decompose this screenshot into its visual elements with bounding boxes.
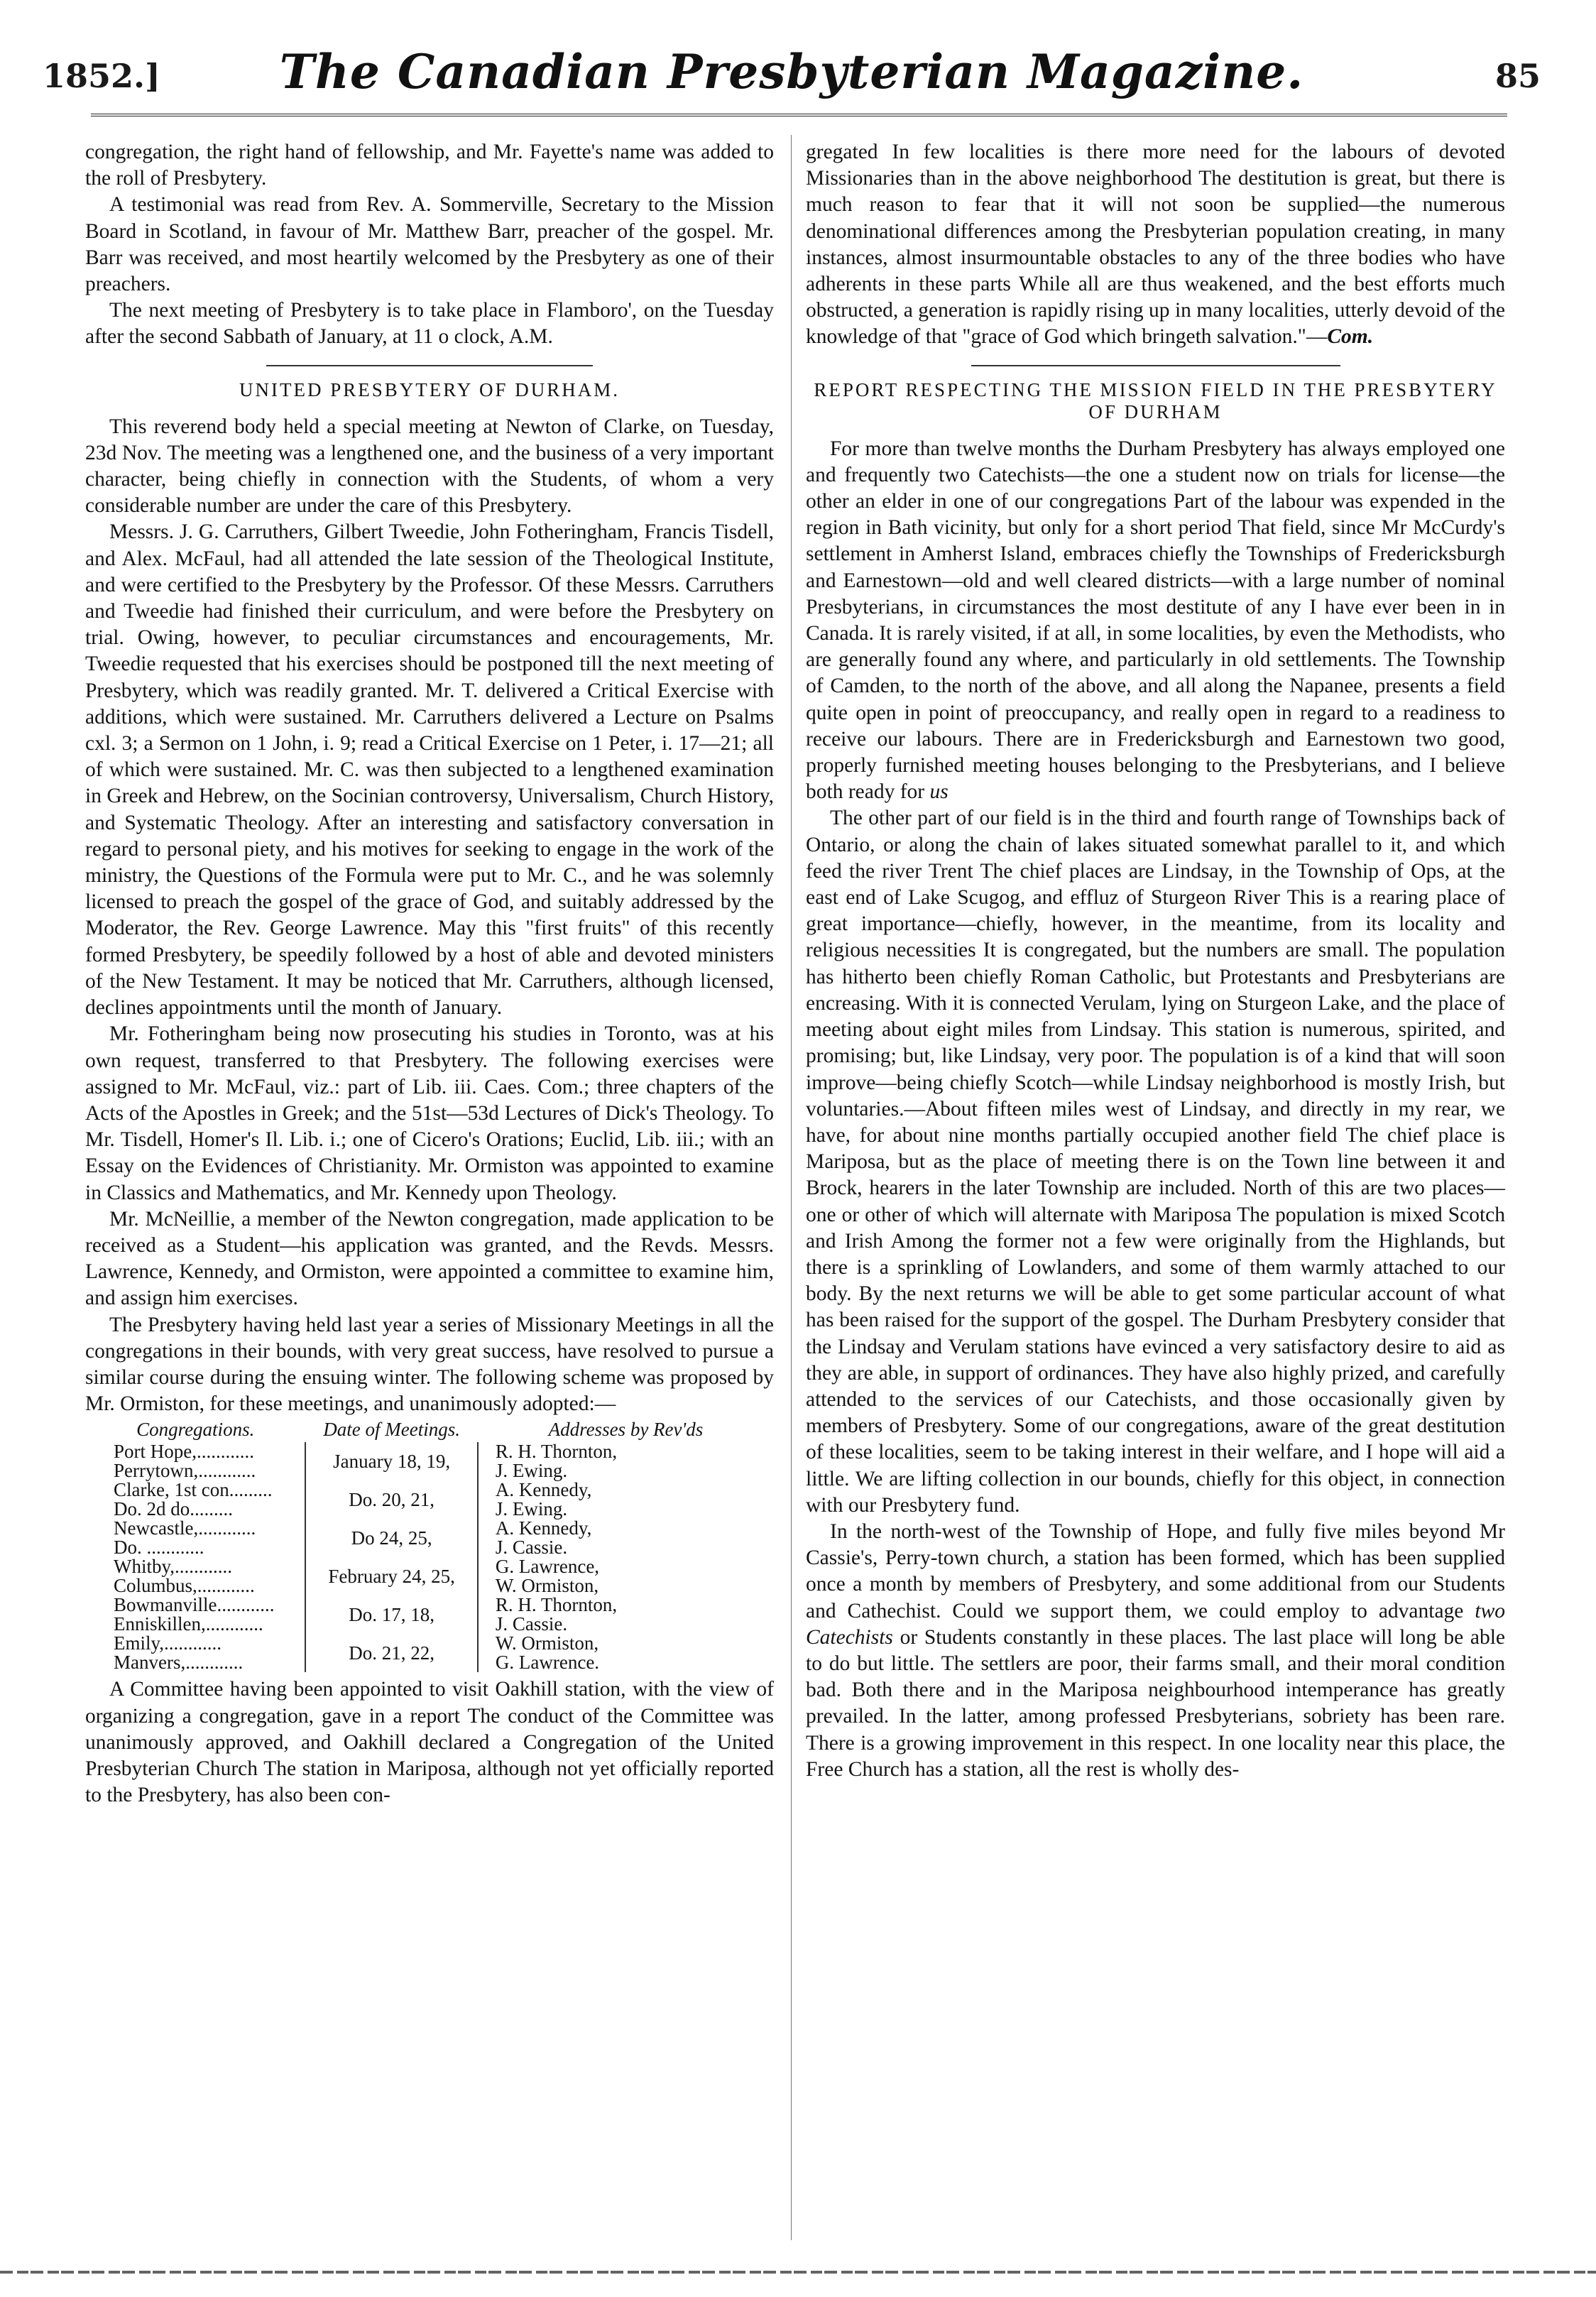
table-row <box>85 1595 774 1615</box>
emphasis: us <box>929 780 949 804</box>
table-row <box>85 1480 774 1500</box>
congregation-cell: Manvers,............ <box>114 1652 244 1674</box>
address-cell: J. Ewing. <box>478 1461 774 1480</box>
section-heading-report: REPORT RESPECTING THE MISSION FIELD IN THE PRESBYTERY OF DURHAM <box>814 378 1497 422</box>
congregation-cell: Do. ............ <box>114 1537 204 1559</box>
table-row <box>85 1634 774 1653</box>
magazine-title: The Canadian Presbyterian Magazine. <box>279 44 1304 99</box>
col-header-congregations: Congregations. <box>136 1419 255 1441</box>
header-rule <box>91 114 1507 116</box>
paragraph-text: For more than twelve months the Durham Presbytery has always employed one and frequently two Catechists—the one a student now on trials for license—the other an elder in one of our congregations Part of the labour was expended in the region in Bath vicinity, but only for a short period That field, since Mr McCurdy's settlement in Amherst Island, embraces chiefly the Townships of Fredericksburgh and Earnestown—old and well cleared districts—with a large number of nominal Presbyterians, in circumstances the most destitute of any I have ever been in in Canada. It is rarely visited, if at all, in some localities, by even the Methodists, who are generally found any where, and particularly in old settlements. The Township of Camden, to the north of the above, and all along the Napanee, presents a field quite open in point of preoccupancy, and really open in regard to a readiness to receive our labours. There are in Fredericksburgh and Earnestown two good, properly furnished meeting houses belonging to the Presbyterians, and I believe both ready for <box>806 437 1505 804</box>
date-cell: February 24, 25, <box>305 1557 478 1595</box>
address-cell: R. H. Thornton, <box>478 1442 774 1461</box>
congregation-cell: Newcastle,............ <box>114 1517 256 1539</box>
date-cell: Do. 20, 21, <box>305 1480 478 1519</box>
address-cell: R. H. Thornton, <box>478 1595 774 1615</box>
address-cell: J. Cassie. <box>478 1538 774 1557</box>
congregation-cell: Emily,............ <box>114 1632 222 1654</box>
schedule-body <box>85 1442 774 1672</box>
congregation-cell: Port Hope,............ <box>114 1441 254 1463</box>
page-number: 85 <box>1494 57 1541 95</box>
signature: Com. <box>1327 325 1374 349</box>
paragraph <box>806 1519 1505 1783</box>
column-divider <box>791 135 792 2240</box>
col-header-addresses: Addresses by Rev'ds <box>548 1419 704 1441</box>
paragraph-text: In the north-west of the Township of Hope, and fully five miles beyond Mr Cassie's, Perry-town church, a station has been formed, which has been supplied once a month by members of Presbytery, and some additional from our Students and Cathechist. Could we support them, we could employ to advantage <box>806 1519 1505 1622</box>
paragraph: A Committee having been appointed to visit Oakhill station, with the view of organizing a congregation, gave in a report The conduct of the Committee was unanimously approved, and Oakhill declared a Congregation of the United Presbyterian Church The station in Mariposa, although not yet officially reported to the Presbytery, has also been con- <box>85 1678 774 1807</box>
paragraph: Mr. McNeillie, a member of the Newton congregation, made application to be received as a Student—his application was granted, and the Revds. Messrs. Lawrence, Kennedy, and Ormiston, were appointed a committee to examine him, and assign him exercises. <box>85 1207 774 1310</box>
paragraph <box>806 436 1505 806</box>
date-cell: Do 24, 25, <box>305 1519 478 1557</box>
right-column <box>806 139 1505 1783</box>
section-heading-durham: UNITED PRESBYTERY OF DURHAM. <box>239 378 621 400</box>
paragraph: congregation, the right hand of fellowship, and Mr. Fayette's name was added to the roll of Presbytery. <box>85 141 774 190</box>
paragraph: A testimonial was read from Rev. A. Sommerville, Secretary to the Mission Board in Scotland, in favour of Mr. Matthew Barr, preacher of the gospel. Mr. Barr was received, and most heartily welcomed by the Presbytery as one of their preachers. <box>85 193 774 296</box>
table-row <box>85 1557 774 1576</box>
date-cell: January 18, 19, <box>305 1442 478 1480</box>
paragraph: Mr. Fotheringham being now prosecuting his studies in Toronto, was at his own request, transferred to that Presbytery. The following exercises were assigned to Mr. McFaul, viz.: part of Lib. iii. Caes. Com.; three chapters of the Acts of the Apostles in Greek; and the 51st—53d Lectures of Dick's Theology. To Mr. Tisdell, Homer's Il. Lib. i.; one of Cicero's Orations; Euclid, Lib. iii.; with an Essay on the Evidences of Christianity. Mr. Ormiston was appointed to examine in Classics and Mathematics, and Mr. Kennedy upon Theology. <box>85 1022 774 1204</box>
date-cell: Do. 17, 18, <box>305 1595 478 1634</box>
address-cell: A. Kennedy, <box>478 1480 774 1500</box>
paragraph: The next meeting of Presbytery is to take place in Flamboro', on the Tuesday after the second Sabbath of January, at 11 o clock, A.M. <box>85 299 774 349</box>
page-header <box>43 44 1541 111</box>
address-cell: W. Ormiston, <box>478 1634 774 1653</box>
table-row <box>85 1519 774 1538</box>
paragraph <box>806 139 1505 351</box>
address-cell: A. Kennedy, <box>478 1519 774 1538</box>
date-cell: Do. 21, 22, <box>305 1634 478 1672</box>
congregation-cell: Perrytown,............ <box>114 1460 256 1482</box>
congregation-cell: Clarke, 1st con......... <box>114 1479 273 1501</box>
congregation-cell: Do. 2d do......... <box>114 1498 233 1520</box>
address-cell: J. Cassie. <box>478 1615 774 1634</box>
schedule-header-row <box>85 1420 774 1442</box>
congregation-cell: Whitby,............ <box>114 1556 232 1578</box>
section-rule <box>266 365 593 366</box>
address-cell: J. Ewing. <box>478 1500 774 1519</box>
paragraph: Messrs. J. G. Carruthers, Gilbert Tweedie, John Fotheringham, Francis Tisdell, and Alex. McFaul, had all attended the late session of the Theological Institute, and were certified to the Presbytery by the Professor. Of these Messrs. Carruthers and Tweedie had finished their curriculum, and were before the Presbytery on trial. Owing, however, to peculiar circumstances and encouragements, Mr. Tweedie requested that his exercises should be postponed till the next meeting of Presbytery, which was readily granted. Mr. T. delivered a Critical Exercise with additions, which were sustained. Mr. Carruthers delivered a Lecture on Psalms cxl. 3; a Sermon on 1 John, i. 9; read a Critical Exercise on 1 Peter, i. 17—21; all of which were sustained. Mr. C. was then subjected to a lengthened examination in Greek and Hebrew, on the Socinian controversy, Universalism, Church History, and Systematic Theology. After an interesting and satisfactory conversation in regard to personal piety, and his motives for seeking to engage in the work of the ministry, the Questions of the Formula were put to Mr. C., and he was solemnly licensed to preach the gospel of the grace of God, and suitably addressed by the Moderator, the Rev. George Lawrence. May this "first fruits" of this recently formed Presbytery, be speedily followed by a host of able and devoted ministers of the New Testament. It may be noticed that Mr. Carruthers, although licensed, declines appointments until the month of January. <box>85 520 774 1020</box>
paragraph: The other part of our field is in the third and fourth range of Townships back of Ontario, or along the chain of lakes situated somewhat parallel to it, and which feed the river Trent The chief places are Lindsay, in the Township of Ops, at the east end of Lake Scugog, and effluz of Sturgeon River This is a rearing place of great importance—chiefly, however, in the meantime, from its locality and religious necessities It is congregated, but the numbers are small. The population has hitherto been chiefly Roman Catholic, but Protestants and Presbyterians are encreasing. With it is connected Verulam, lying on Sturgeon Lake, and the place of meeting about eight miles from Lindsay. This station is numerous, spirited, and promising; but, like Lindsay, very poor. The population is of a kind that will soon improve—being chiefly Scotch—while Lindsay neighborhood is mostly Irish, but voluntaries.—About fifteen miles west of Lindsay, and directly in my rear, we have, for about nine months partially occupied another field The chief place is Mariposa, but as the place of meeting there is on the Town line between it and Brock, hearers in the later Township are included. North of this are two places—one or other of which will alternate with Mariposa The population is mixed Scotch and Irish Among the former not a few were originally from the Highlands, but there is a sprinkling of Lowlanders, and some of them warmly attached to our body. By the next returns we will be able to get some particular account of what has been raised for the support of the gospel. The Durham Presbytery consider that the Lindsay and Verulam stations have evinced a very satisfactory desire to aid as they are able, in support of ordinances. They have also highly prized, and carefully attended to the services of our Catechists, and those occasionally given by members of Presbytery. Some of our congregations, aware of the great destitution of these localities, seem to be taking interest in their welfare, and I hope will aid a little. We are lifting collection in our bounds, chiefly for this object, in connection with our Presbytery fund. <box>806 807 1505 1517</box>
paragraph: This reverend body held a special meeting at Newton of Clarke, on Tuesday, 23d Nov. The meeting was a lengthened one, and the business of a very important character, being chiefly in connection with the Students, of whom a very considerable number are under the care of this Presbytery. <box>85 415 774 518</box>
address-cell: W. Ormiston, <box>478 1576 774 1595</box>
paragraph-text: gregated In few localities is there more need for the labours of devoted Missionaries than in the above neighborhood The destitution is great, but there is much reason to fear that it will not soon be supplied—the numerous denominational differences among the Presbyterian population creating, in many instances, almost insurmountable obstacles to any of the three bodies who have adherents in these parts While all are thus weakened, and the best efforts much obstructed, a generation is rapidly rising up in many localities, utterly devoid of the knowledge of that "grace of God which bringeth salvation."— <box>806 141 1505 349</box>
congregation-cell: Bowmanville............ <box>114 1594 275 1616</box>
table-row <box>85 1442 774 1461</box>
congregation-cell: Enniskillen,............ <box>114 1613 263 1635</box>
congregation-cell: Columbus,............ <box>114 1575 255 1597</box>
meetings-schedule <box>85 1420 774 1672</box>
paragraph-text: or Students constantly in these places. The last place will long be able to do but little. The settlers are poor, their farms small, and their moral condition bad. Both there and in the Mariposa neighbourhood intemperance has greatly prevailed. In the latter, among professed Presbyterians, sobriety has been rare. There is a growing improvement in this respect. In one locality near this place, the Free Church has a station, all the rest is wholly des- <box>806 1625 1505 1781</box>
address-cell: G. Lawrence, <box>478 1557 774 1576</box>
paragraph: The Presbytery having held last year a series of Missionary Meetings in all the congregations in their bounds, with very great success, have resolved to pursue a similar course during the ensuing winter. The following scheme was proposed by Mr. Ormiston, for these meetings, and unanimously adopted:— <box>85 1313 774 1416</box>
left-column <box>85 139 774 1808</box>
header-year: 1852.] <box>43 57 160 95</box>
address-cell: G. Lawrence. <box>478 1653 774 1672</box>
emphasis: two Catechists <box>806 1599 1505 1649</box>
bottom-edge <box>0 2271 1596 2274</box>
col-header-date: Date of Meetings. <box>323 1419 460 1441</box>
section-rule <box>971 365 1340 366</box>
